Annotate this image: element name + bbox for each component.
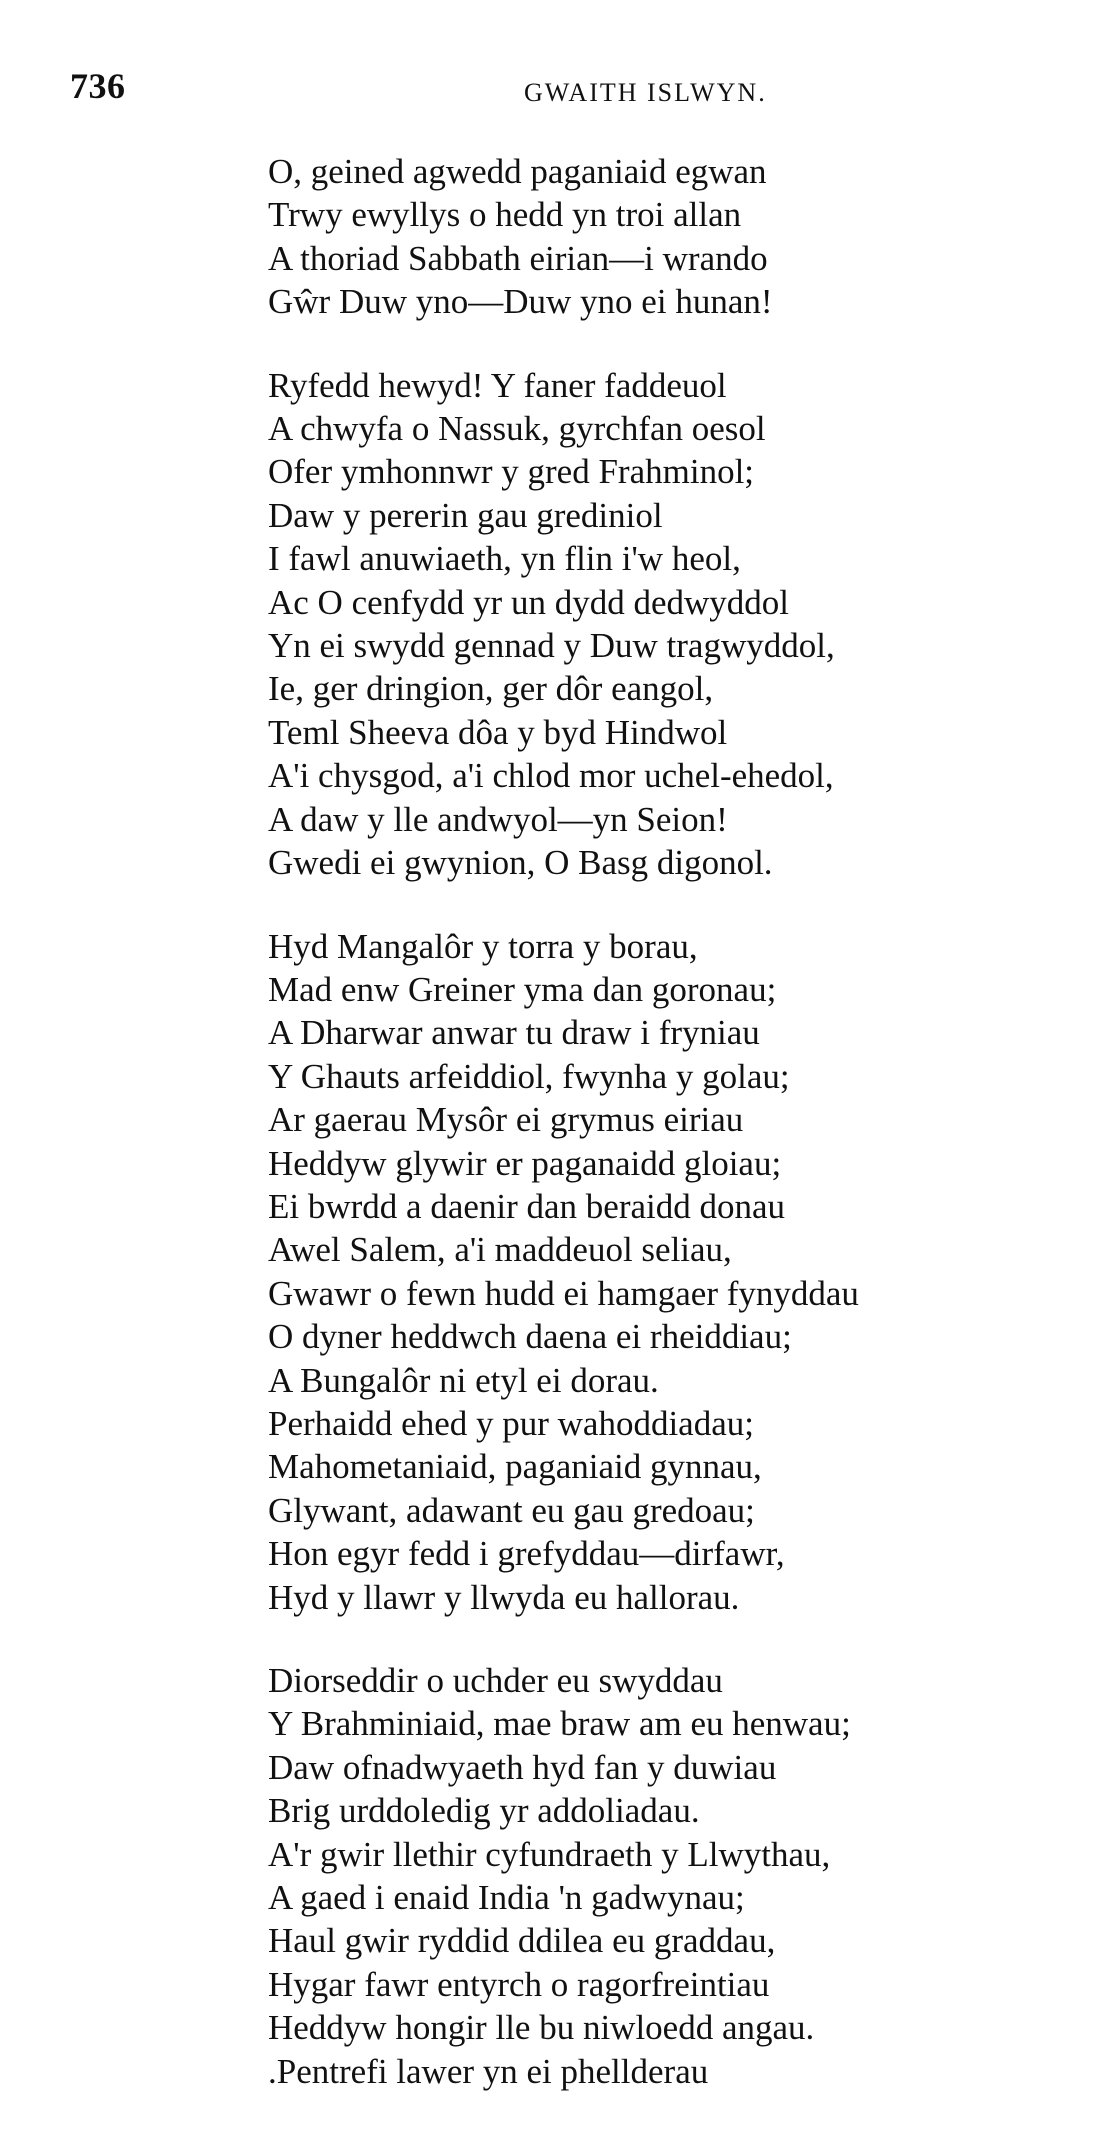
verse-line: Hyd Mangalôr y torra y borau, [268,926,698,966]
verse-line: Ac O cenfydd yr un dydd dedwyddol [268,582,790,622]
stanza-2 [268,364,1088,885]
verse-line: Teml Sheeva dôa y byd Hindwol [268,712,728,752]
poem-body [268,150,1088,2093]
verse-line: A'r gwir llethir cyfundraeth y Llwythau, [268,1834,831,1874]
verse-line: Mad enw Greiner yma dan goronau; [268,969,777,1009]
stanza-3 [268,925,1088,1620]
verse-line: Ie, ger dringion, ger dôr eangol, [268,669,714,709]
verse-line: Hon egyr fedd i grefyddau—dirfawr, [268,1534,785,1574]
stanza-1 [268,150,1088,324]
verse-line: Gwawr o fewn hudd ei hamgaer fynyddau [268,1273,859,1313]
verse-line: Brig urddoledig yr addoliadau. [268,1791,700,1831]
verse-line: Glywant, adawant eu gau gredoau; [268,1490,755,1530]
verse-line: A daw y lle andwyol—yn Seion! [268,799,728,839]
stanza-gap [268,324,1088,364]
verse-line: Heddyw glywir er paganaidd gloiau; [268,1143,782,1183]
verse-line: A Dharwar anwar tu draw i fryniau [268,1013,760,1053]
verse-line: Daw y pererin gau grediniol [268,495,663,535]
verse-line: Ei bwrdd a daenir dan beraidd donau [268,1186,786,1226]
verse-line: Hygar fawr entyrch o ragorfreintiau [268,1964,770,2004]
verse-line: Gŵr Duw yno—Duw yno ei hunan! [268,282,773,322]
verse-line: O, geined agwedd paganiaid egwan [268,152,767,191]
stanza-4 [268,1659,1088,2093]
verse-line: A chwyfa o Nassuk, gyrchfan oesol [268,409,766,449]
verse-line: Diorseddir o uchder eu swyddau [268,1661,723,1700]
verse-line: Haul gwir ryddid ddilea eu graddau, [268,1921,776,1961]
verse-line: A thoriad Sabbath eirian—i wrando [268,238,768,278]
verse-line: Gwedi ei gwynion, O Basg digonol. [268,843,773,883]
verse-line: Trwy ewyllys o hedd yn troi allan [268,195,742,235]
verse-line: Y Ghauts arfeiddiol, fwynha y golau; [268,1056,790,1096]
verse-line: Awel Salem, a'i maddeuol seliau, [268,1230,732,1270]
verse-line: Ar gaerau Mysôr ei grymus eiriau [268,1100,744,1140]
verse-line: Daw ofnadwyaeth hyd fan y duwiau [268,1747,777,1787]
running-title: GWAITH ISLWYN. [524,78,767,107]
verse-line: Perhaidd ehed y pur wahoddiadau; [268,1403,754,1443]
verse-line: Yn ei swydd gennad y Duw tragwyddol, [268,626,835,666]
verse-line: Ofer ymhonnwr y gred Frahminol; [268,452,755,492]
verse-line: O dyner heddwch daena ei rheiddiau; [268,1317,792,1357]
verse-line: A gaed i enaid India 'n gadwynau; [268,1878,745,1918]
verse-line: Y Brahminiaid, mae braw am eu henwau; [268,1704,851,1744]
stanza-gap [268,1619,1088,1659]
verse-line: Heddyw hongir lle bu niwloedd angau. [268,2008,815,2048]
stanza-gap [268,885,1088,925]
verse-line: .Pentrefi lawer yn ei phellderau [268,2051,709,2091]
verse-line: A Bungalôr ni etyl ei dorau. [268,1360,659,1400]
verse-line: I fawl anuwiaeth, yn flin i'w heol, [268,539,741,579]
verse-line: Mahometaniaid, paganiaid gynnau, [268,1447,762,1487]
page-number: 736 [70,66,126,106]
verse-line: Ryfedd hewyd! Y faner faddeuol [268,365,727,405]
verse-line: Hyd y llawr y llwyda eu hallorau. [268,1577,740,1617]
verse-line: A'i chysgod, a'i chlod mor uchel-ehedol, [268,756,834,796]
